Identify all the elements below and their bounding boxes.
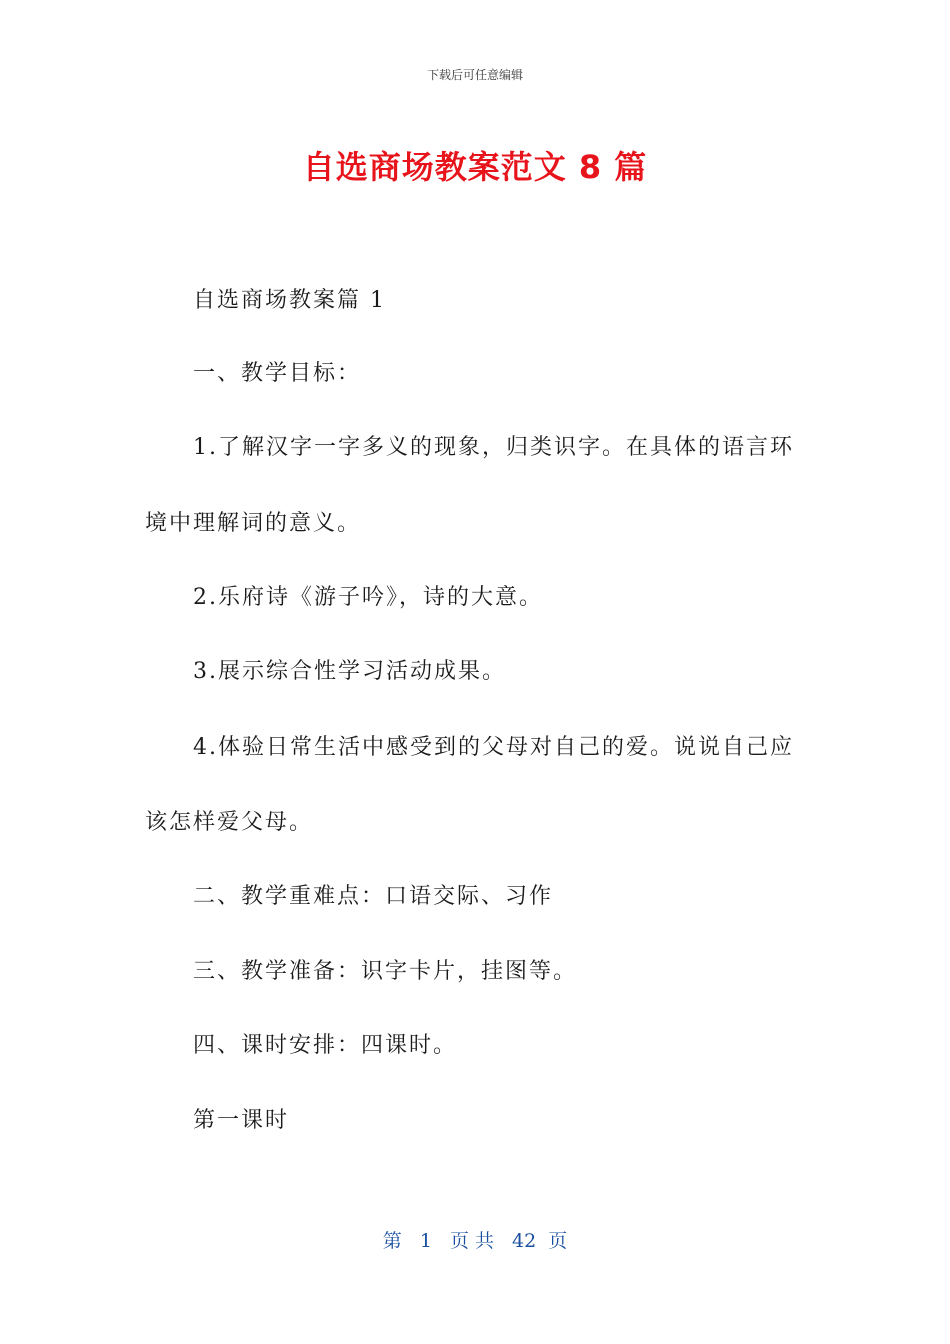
paragraph: 四、课时安排：四课时。 bbox=[193, 1033, 458, 1058]
page-footer bbox=[0, 1226, 950, 1253]
paragraph: 第一课时 bbox=[193, 1108, 290, 1133]
page-number: 1 bbox=[419, 1230, 432, 1252]
paragraph: 3.展示综合性学习活动成果。 bbox=[193, 659, 506, 684]
paragraph: 2.乐府诗《游子吟》，诗的大意。 bbox=[193, 585, 543, 610]
document-title: 自选商场教案范文 8 篇 bbox=[302, 148, 648, 186]
paragraph: 二、教学重难点：口语交际、习作 bbox=[193, 884, 554, 909]
paragraph-continuation: 该怎样爱父母。 bbox=[145, 810, 314, 835]
footer-prefix: 第 bbox=[382, 1230, 402, 1252]
page-header: 下载后可任意编辑 bbox=[426, 68, 523, 82]
paragraph-continuation: 境中理解词的意义。 bbox=[145, 511, 362, 536]
paragraph: 1.了解汉字一字多义的现象，归类识字。在具体的语言环 bbox=[193, 435, 794, 460]
paragraph: 三、教学准备：识字卡片，挂图等。 bbox=[193, 959, 578, 984]
paragraph: 一、教学目标： bbox=[193, 361, 362, 386]
footer-suffix: 页 bbox=[548, 1230, 568, 1252]
paragraph: 4.体验日常生活中感受到的父母对自己的爱。说说自己应 bbox=[193, 735, 794, 760]
footer-middle: 页 共 bbox=[449, 1230, 494, 1252]
total-pages: 42 bbox=[512, 1230, 537, 1252]
section-heading: 自选商场教案篇 1 bbox=[193, 288, 386, 313]
